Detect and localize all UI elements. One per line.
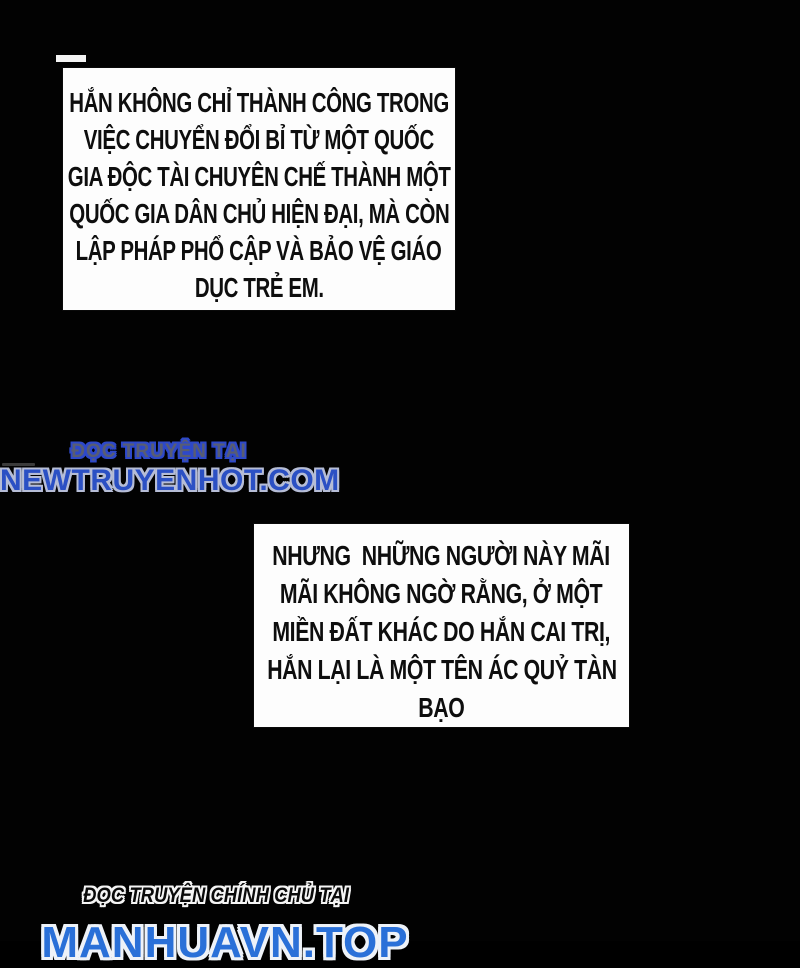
narration-box-bottom bbox=[253, 523, 630, 728]
text-line: BẠO bbox=[418, 692, 465, 723]
text-line: NHƯNG NHỮNG NGƯỜI NÀY MÃI bbox=[272, 540, 611, 571]
watermark-mid bbox=[0, 441, 340, 498]
narration-box-top bbox=[62, 67, 456, 311]
text-line: HẮN LẠI LÀ MỘT TÊN ÁC QUỶ TÀN bbox=[266, 654, 617, 685]
text-line: GIA ĐỘC TÀI CHUYÊN CHẾ THÀNH MỘT bbox=[67, 160, 451, 192]
text-line: LẬP PHÁP PHỔ CẬP VÀ BẢO VỆ GIÁO bbox=[76, 234, 442, 266]
text-line: MIỀN ĐẤT KHÁC DO HẮN CAI TRỊ, bbox=[272, 616, 611, 647]
scan-artifact-white-tab bbox=[56, 55, 86, 62]
text-line: MÃI KHÔNG NGỜ RẰNG, Ở MỘT bbox=[280, 578, 603, 609]
text-line: HẮN KHÔNG CHỈ THÀNH CÔNG TRONG bbox=[69, 86, 449, 118]
watermark-bottom-site-name: MANHUAVN.TOP bbox=[41, 918, 409, 967]
text-line: DỤC TRẺ EM. bbox=[194, 271, 324, 303]
watermark-bottom-tagline: ĐỌC TRUYỆN CHÍNH CHỦ TẠI bbox=[83, 884, 350, 907]
text-line: VIỆC CHUYỂN ĐỔI BỈ TỪ MỘT QUỐC bbox=[83, 123, 435, 155]
text-line: QUỐC GIA DÂN CHỦ HIỆN ĐẠI, MÀ CÒN bbox=[68, 197, 450, 229]
watermark-mid-site-name: NEWTRUYENHOT.COM bbox=[0, 464, 340, 497]
watermark-mid-tagline: ĐỌC TRUYỆN TẠI bbox=[71, 441, 247, 462]
